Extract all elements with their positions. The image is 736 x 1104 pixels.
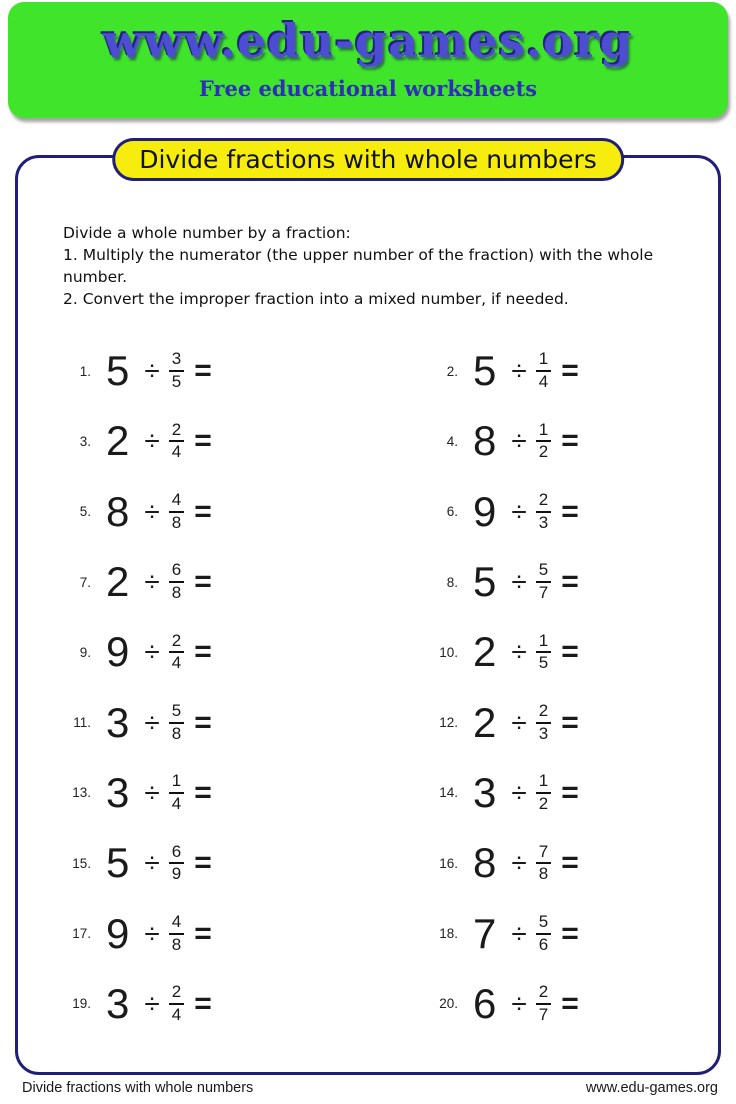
division-sign: ÷	[144, 355, 160, 387]
problem-item	[61, 768, 428, 816]
problem-item	[61, 909, 428, 957]
problem-number: 20.	[439, 996, 458, 1012]
equals-sign: =	[561, 986, 579, 1020]
equals-sign: =	[194, 635, 212, 669]
division-sign: ÷	[511, 917, 527, 949]
fraction-numerator: 1	[536, 632, 551, 654]
fraction	[169, 491, 184, 532]
division-sign: ÷	[511, 355, 527, 387]
equals-sign: =	[194, 494, 212, 528]
fraction-denominator: 9	[171, 864, 182, 884]
division-sign: ÷	[144, 425, 160, 457]
problem-item	[61, 839, 428, 887]
fraction	[536, 561, 551, 602]
problem-number: 13.	[72, 785, 91, 801]
fraction	[169, 632, 184, 673]
fraction-denominator: 8	[171, 723, 182, 743]
problem-number: 2.	[446, 363, 458, 379]
fraction-denominator: 4	[171, 442, 182, 462]
problem-number: 8.	[446, 574, 458, 590]
division-sign: ÷	[511, 566, 527, 598]
division-sign: ÷	[144, 566, 160, 598]
problem-item	[428, 628, 701, 676]
division-sign: ÷	[511, 425, 527, 457]
division-sign: ÷	[144, 776, 160, 808]
equals-sign: =	[561, 775, 579, 809]
fraction	[169, 702, 184, 743]
fraction-numerator: 4	[169, 913, 184, 935]
division-sign: ÷	[144, 636, 160, 668]
problem-item	[428, 979, 701, 1027]
fraction	[169, 843, 184, 884]
fraction-denominator: 4	[171, 793, 182, 813]
fraction	[536, 421, 551, 462]
fraction	[169, 772, 184, 813]
equals-sign: =	[561, 846, 579, 880]
equals-sign: =	[194, 986, 212, 1020]
fraction-denominator: 5	[538, 653, 549, 673]
problem-number: 17.	[72, 926, 91, 942]
equals-sign: =	[561, 565, 579, 599]
whole-number: 2	[473, 628, 497, 676]
problem-item	[428, 347, 701, 395]
whole-number: 8	[106, 487, 130, 535]
problem-item	[61, 628, 428, 676]
problem-number: 18.	[439, 926, 458, 942]
fraction-denominator: 3	[538, 512, 549, 532]
whole-number: 3	[106, 768, 130, 816]
problem-item	[61, 979, 428, 1027]
problem-item	[61, 487, 428, 535]
problem-number: 3.	[79, 433, 91, 449]
problem-item	[61, 698, 428, 746]
equals-sign: =	[194, 424, 212, 458]
fraction	[169, 350, 184, 391]
problem-number: 11.	[73, 715, 91, 731]
problem-number: 5.	[79, 504, 91, 520]
problem-number: 12.	[439, 715, 458, 731]
fraction-numerator: 1	[536, 772, 551, 794]
problem-number: 10.	[439, 644, 458, 660]
whole-number: 2	[106, 417, 130, 465]
problem-item	[428, 768, 701, 816]
division-sign: ÷	[511, 706, 527, 738]
equals-sign: =	[561, 494, 579, 528]
fraction	[169, 561, 184, 602]
problem-number: 6.	[446, 504, 458, 520]
equals-sign: =	[561, 705, 579, 739]
footer-site: www.edu-games.org	[585, 1080, 718, 1096]
site-name: www.edu-games.org	[102, 14, 634, 68]
fraction-denominator: 8	[171, 583, 182, 603]
problem-number: 19.	[72, 996, 91, 1012]
instructions	[63, 222, 653, 310]
site-tagline: Free educational worksheets	[198, 76, 538, 101]
fraction	[536, 772, 551, 813]
fraction-numerator: 3	[169, 350, 184, 372]
whole-number: 9	[473, 487, 497, 535]
fraction	[536, 632, 551, 673]
problem-number: 1.	[79, 363, 91, 379]
fraction	[169, 983, 184, 1024]
equals-sign: =	[194, 705, 212, 739]
division-sign: ÷	[511, 847, 527, 879]
fraction-numerator: 6	[169, 561, 184, 583]
fraction-numerator: 1	[536, 350, 551, 372]
problem-number: 16.	[439, 855, 458, 871]
whole-number: 8	[473, 417, 497, 465]
whole-number: 3	[106, 979, 130, 1027]
problem-number: 9.	[79, 644, 91, 660]
whole-number: 6	[473, 979, 497, 1027]
division-sign: ÷	[144, 987, 160, 1019]
fraction-numerator: 4	[169, 491, 184, 513]
fraction-numerator: 2	[536, 702, 551, 724]
whole-number: 2	[106, 558, 130, 606]
whole-number: 7	[473, 909, 497, 957]
page-footer	[22, 1080, 718, 1096]
fraction-denominator: 2	[538, 442, 549, 462]
fraction-numerator: 2	[169, 421, 184, 443]
fraction-denominator: 2	[538, 793, 549, 813]
problem-item	[428, 909, 701, 957]
problem-item	[428, 487, 701, 535]
equals-sign: =	[194, 846, 212, 880]
equals-sign: =	[561, 354, 579, 388]
whole-number: 9	[106, 628, 130, 676]
problems-grid	[61, 336, 701, 1039]
whole-number: 5	[473, 347, 497, 395]
problem-number: 4.	[446, 433, 458, 449]
instruction-line: Divide a whole number by a fraction:	[63, 224, 351, 242]
site-banner	[8, 2, 728, 118]
problem-item	[428, 698, 701, 746]
fraction	[169, 421, 184, 462]
division-sign: ÷	[144, 706, 160, 738]
problem-item	[61, 558, 428, 606]
instruction-line: number.	[63, 268, 127, 286]
fraction-denominator: 4	[171, 1004, 182, 1024]
fraction	[536, 702, 551, 743]
fraction	[536, 913, 551, 954]
fraction	[536, 983, 551, 1024]
fraction	[169, 913, 184, 954]
fraction-numerator: 2	[169, 983, 184, 1005]
fraction-numerator: 5	[169, 702, 184, 724]
fraction-numerator: 7	[536, 843, 551, 865]
fraction-numerator: 5	[536, 913, 551, 935]
fraction-denominator: 6	[538, 934, 549, 954]
fraction-denominator: 4	[538, 372, 549, 392]
problem-number: 15.	[72, 855, 91, 871]
fraction-denominator: 8	[171, 934, 182, 954]
problem-item	[61, 347, 428, 395]
problem-item	[61, 417, 428, 465]
problem-number: 14.	[439, 785, 458, 801]
fraction-denominator: 5	[171, 372, 182, 392]
fraction	[536, 350, 551, 391]
fraction-numerator: 1	[169, 772, 184, 794]
problem-item	[428, 839, 701, 887]
division-sign: ÷	[144, 495, 160, 527]
fraction-numerator: 6	[169, 843, 184, 865]
equals-sign: =	[194, 565, 212, 599]
equals-sign: =	[561, 635, 579, 669]
fraction-numerator: 2	[536, 491, 551, 513]
division-sign: ÷	[511, 636, 527, 668]
equals-sign: =	[194, 916, 212, 950]
division-sign: ÷	[511, 495, 527, 527]
whole-number: 3	[473, 768, 497, 816]
equals-sign: =	[194, 354, 212, 388]
instruction-line: 1. Multiply the numerator (the upper number of the fraction) with the whole	[63, 246, 654, 264]
division-sign: ÷	[144, 847, 160, 879]
instruction-line: 2. Convert the improper fraction into a mixed number, if needed.	[63, 290, 569, 308]
fraction-denominator: 3	[538, 723, 549, 743]
equals-sign: =	[561, 916, 579, 950]
whole-number: 5	[106, 347, 130, 395]
fraction-denominator: 8	[538, 864, 549, 884]
whole-number: 5	[473, 558, 497, 606]
fraction-numerator: 2	[536, 983, 551, 1005]
footer-title: Divide fractions with whole numbers	[22, 1080, 254, 1096]
fraction-numerator: 1	[536, 421, 551, 443]
whole-number: 9	[106, 909, 130, 957]
fraction-denominator: 8	[171, 512, 182, 532]
whole-number: 2	[473, 698, 497, 746]
fraction	[536, 843, 551, 884]
division-sign: ÷	[511, 776, 527, 808]
whole-number: 3	[106, 698, 130, 746]
problem-item	[428, 417, 701, 465]
fraction	[536, 491, 551, 532]
whole-number: 5	[106, 839, 130, 887]
division-sign: ÷	[511, 987, 527, 1019]
whole-number: 8	[473, 839, 497, 887]
fraction-numerator: 2	[169, 632, 184, 654]
equals-sign: =	[194, 775, 212, 809]
equals-sign: =	[561, 424, 579, 458]
fraction-denominator: 7	[538, 583, 549, 603]
worksheet-body	[15, 145, 721, 1075]
problem-item	[428, 558, 701, 606]
division-sign: ÷	[144, 917, 160, 949]
problem-number: 7.	[79, 574, 91, 590]
fraction-numerator: 5	[536, 561, 551, 583]
fraction-denominator: 4	[171, 653, 182, 673]
fraction-denominator: 7	[538, 1004, 549, 1024]
worksheet-title: Divide fractions with whole numbers	[112, 138, 624, 181]
